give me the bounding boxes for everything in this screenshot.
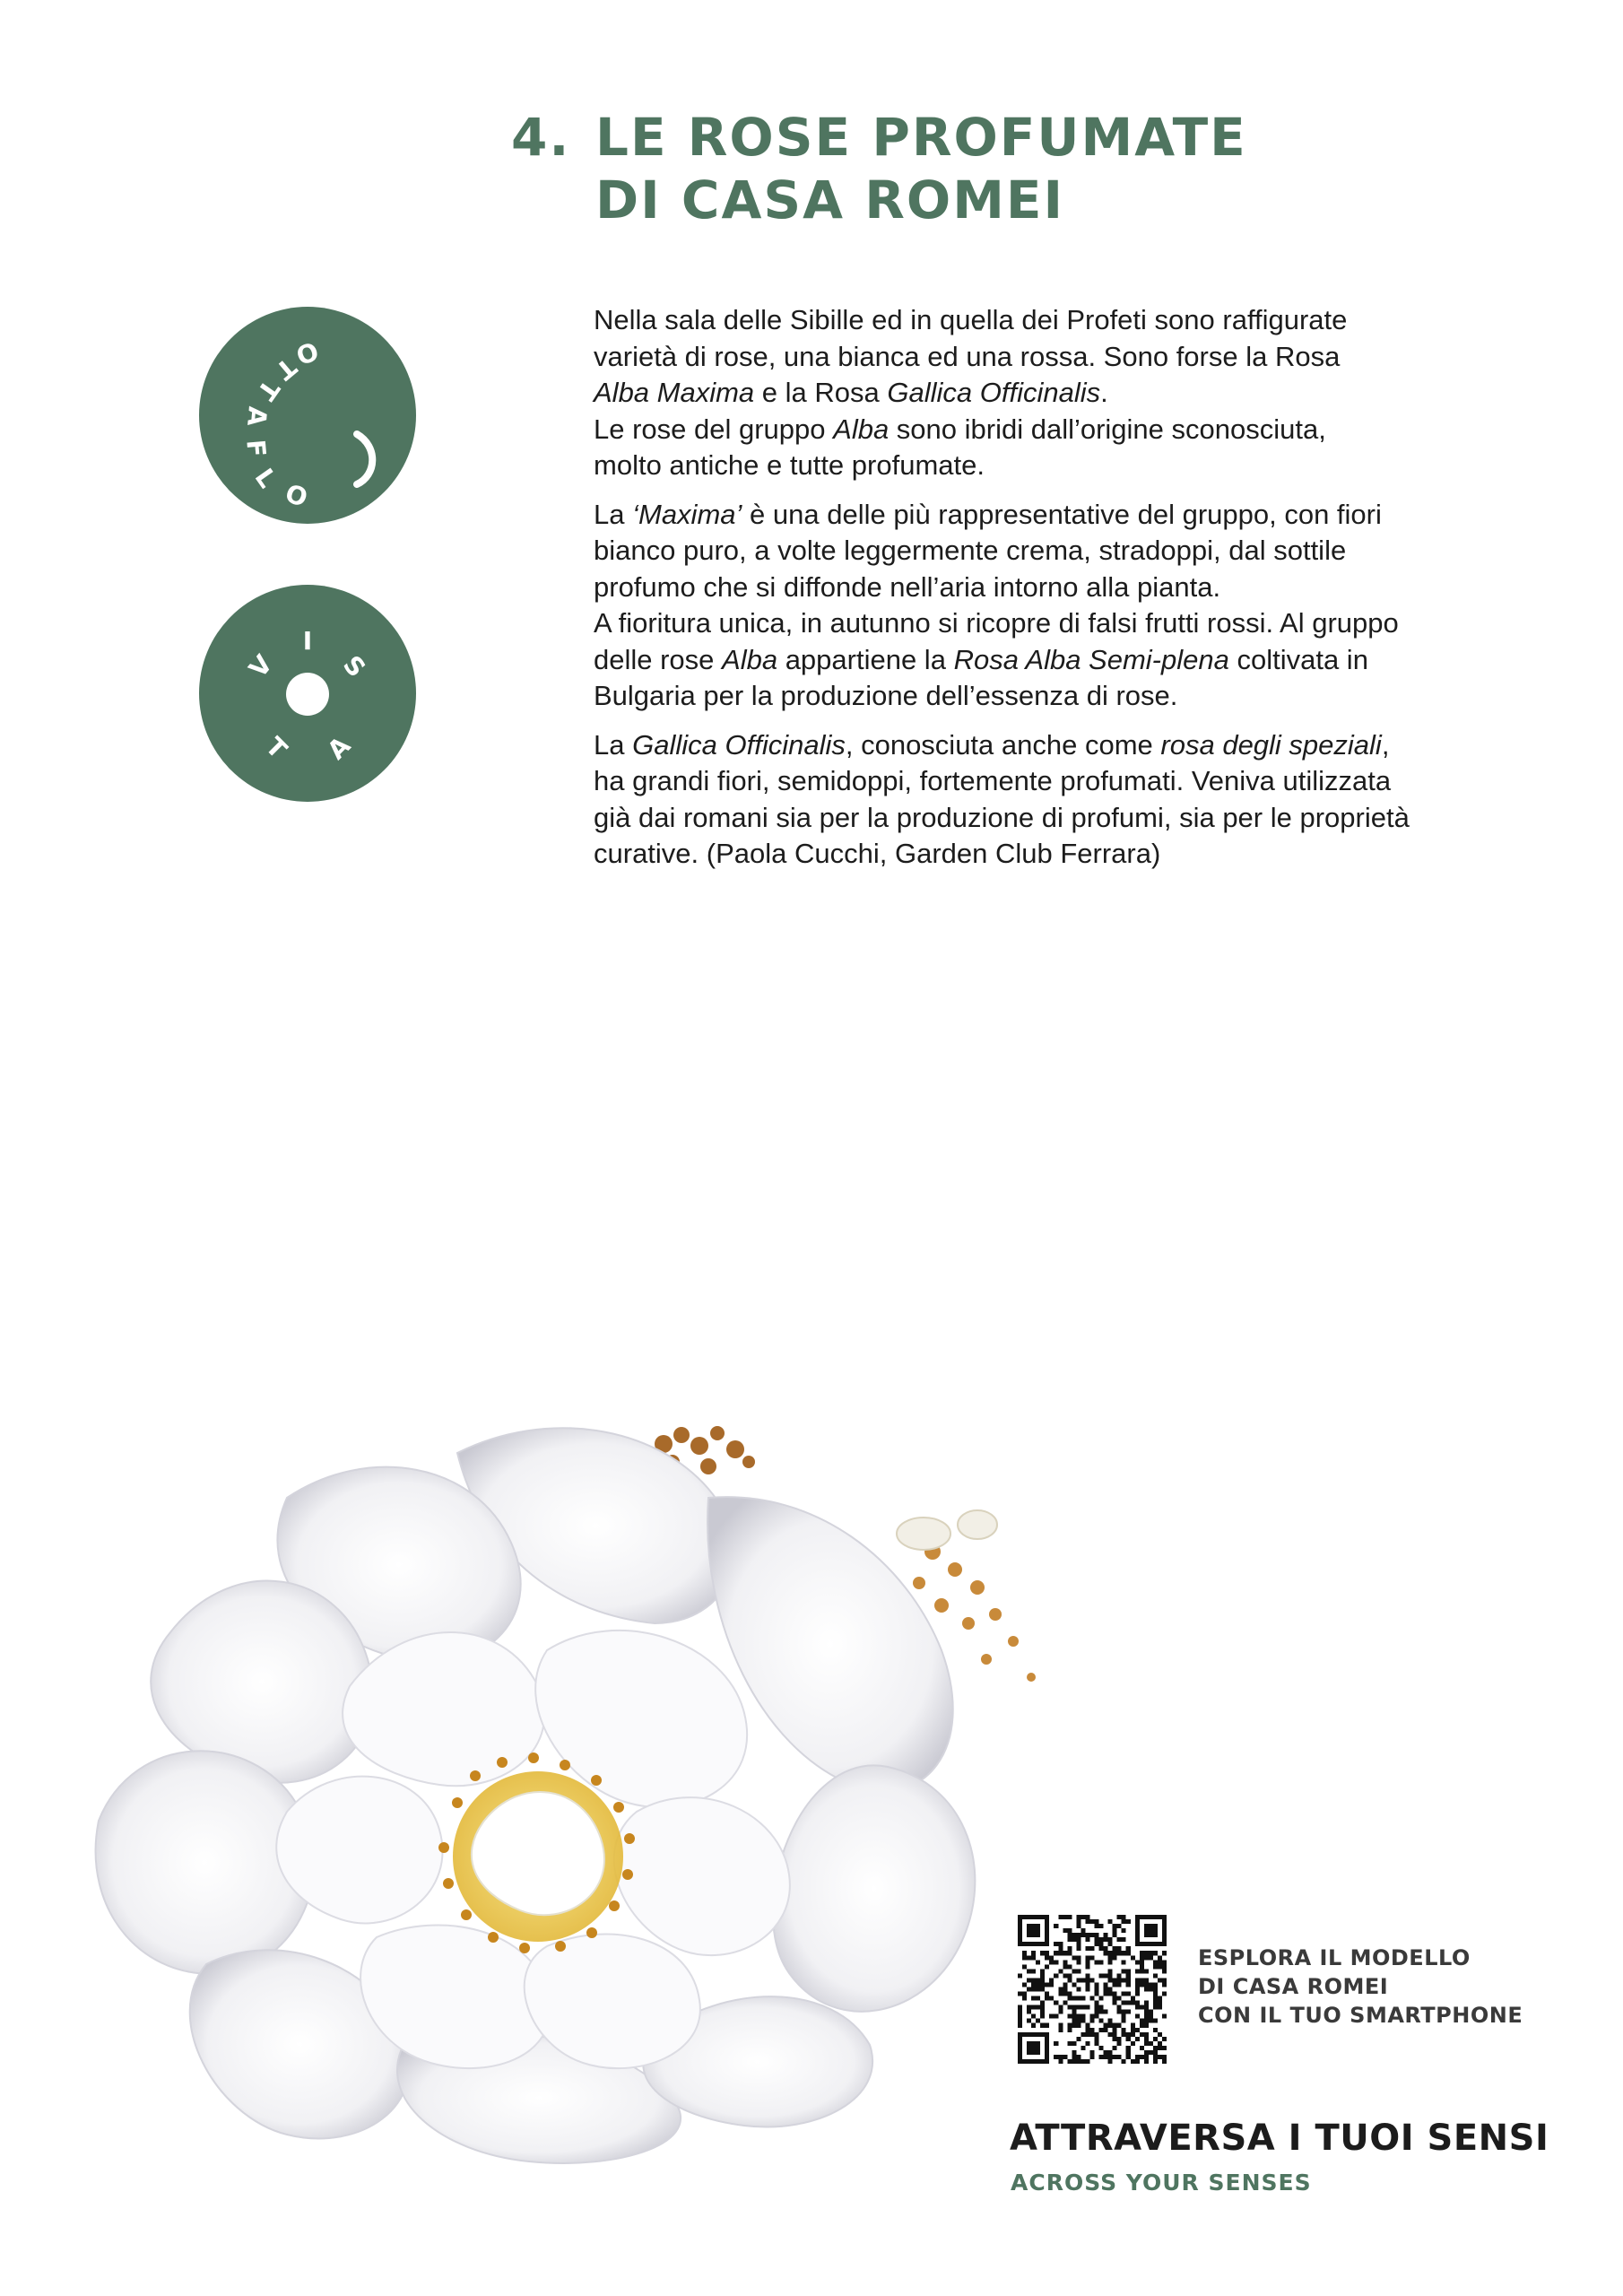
text-run: , conosciuta anche come (845, 728, 1161, 761)
text-line: già dai romani sia per la produzione di profumi, sia per le proprietà (594, 801, 1410, 833)
explore-line-3: CON IL TUO SMARTPHONE (1198, 2003, 1523, 2028)
badge-letter: F (240, 438, 272, 458)
explore-model-text (1198, 1944, 1523, 2030)
subtagline: ACROSS YOUR SENSES (1011, 2170, 1312, 2196)
explore-line-1: ESPLORA IL MODELLO (1198, 1945, 1471, 1970)
paragraph-2 (594, 497, 1499, 715)
text-run: La (594, 498, 633, 530)
badge-letter: V (243, 649, 279, 683)
title-line-2: DI CASA ROMEI (595, 170, 1065, 230)
italic-term: Rosa Alba Semi-plena (953, 643, 1229, 675)
italic-term: Alba (722, 643, 778, 675)
page-title (511, 106, 1247, 231)
white-rose-image (81, 1390, 1103, 2170)
badge-letter: I (302, 626, 313, 656)
paragraph-1 (594, 302, 1499, 484)
text-run: , (1381, 728, 1390, 761)
italic-term: Alba (833, 413, 890, 445)
text-line (594, 375, 1499, 412)
badge-letter: O (281, 478, 312, 514)
text-line: Bulgaria per la produzione dell’essenza di rose. (594, 680, 1178, 711)
badge-letter: T (259, 731, 293, 765)
title-lines (595, 106, 1247, 231)
vista-badge (199, 585, 416, 802)
italic-term: Alba Maxima (594, 377, 755, 408)
text-run: appartiene la (777, 643, 954, 675)
body-text (594, 302, 1499, 885)
olfatto-badge (199, 307, 416, 524)
badge-letter: T (270, 352, 302, 386)
tagline: ATTRAVERSA I TUOI SENSI (1010, 2118, 1549, 2159)
text-line: molto antiche e tutte profumate. (594, 449, 985, 481)
text-line: curative. (Paola Cucchi, Garden Club Ferrara) (594, 838, 1161, 869)
vista-badge-graphic (199, 585, 416, 802)
text-line: bianco puro, a volte leggermente crema, stradoppi, dal sottile (594, 535, 1347, 566)
text-run: Le rose del gruppo (594, 413, 834, 445)
badge-letter: A (321, 730, 357, 766)
qr-code[interactable] (1018, 1915, 1167, 2064)
italic-term: Gallica Officinalis (887, 377, 1101, 408)
italic-term: rosa degli speziali (1160, 728, 1382, 761)
text-run: e la Rosa (754, 377, 888, 408)
text-line (594, 412, 1499, 448)
text-run: è una delle più rappresentative del gruppo, con fiori (742, 498, 1382, 530)
badge-letter: T (251, 374, 286, 406)
text-line: ha grandi fiori, semidoppi, fortemente profumati. Veniva utilizzata (594, 765, 1392, 796)
text-run: coltivata in (1228, 643, 1368, 675)
badge-letter: O (291, 335, 323, 370)
text-line: profumo che si diffonde nell’aria intorno alla pianta. (594, 570, 1221, 603)
text-run: sono ibridi dall’origine sconosciuta, (889, 413, 1326, 445)
italic-term: Gallica Officinalis (632, 728, 846, 761)
italic-term: ‘Maxima’ (632, 498, 742, 530)
eye-icon (286, 673, 329, 716)
stamen-buds (897, 1510, 997, 1550)
text-run: . (1100, 377, 1108, 408)
text-line: varietà di rose, una bianca ed una rossa. Sono forse la Rosa (594, 340, 1341, 372)
text-line: Nella sala delle Sibille ed in quella dei Profeti sono raffigurate (594, 304, 1348, 335)
badge-letter: L (248, 463, 282, 493)
title-line-1: LE ROSE PROFUMATE (595, 107, 1247, 168)
text-line (594, 727, 1499, 764)
text-run: La (594, 728, 633, 761)
paragraph-3 (594, 727, 1499, 873)
badge-letter: A (241, 404, 273, 428)
explore-line-2: DI CASA ROMEI (1198, 1974, 1389, 1999)
text-line: A fioritura unica, in autunno si ricopre di falsi frutti rossi. Al gruppo (594, 607, 1399, 639)
section-number: 4. (511, 107, 571, 168)
text-run: delle rose (594, 643, 723, 675)
nose-icon (357, 434, 372, 484)
olfatto-badge-graphic (199, 307, 416, 524)
text-line (594, 497, 1499, 534)
badge-letter: S (337, 649, 372, 683)
text-line (594, 642, 1499, 679)
